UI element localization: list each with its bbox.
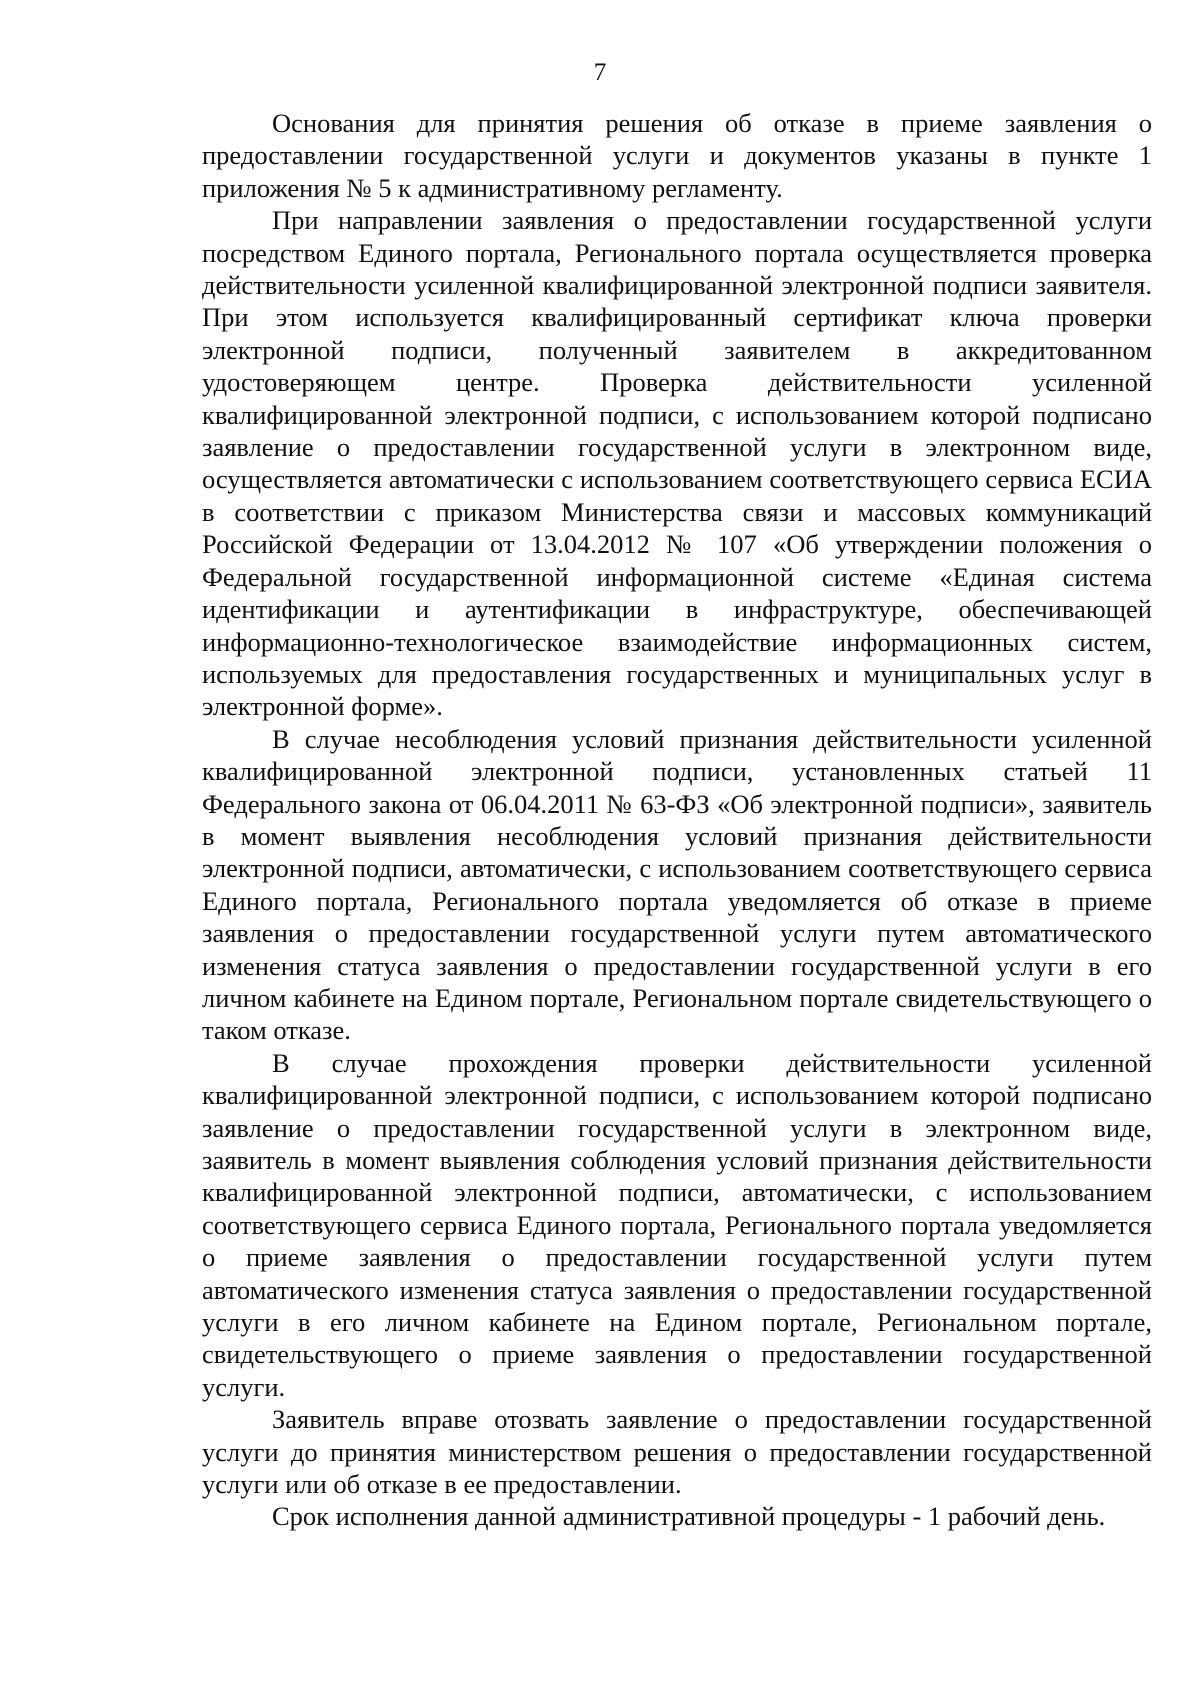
page-number: 7 <box>593 59 607 86</box>
paragraph-withdrawal: Заявитель вправе отозвать заявление о предоставлении государственной услуги до принятия министерством решения о предоставлении государственной услуги или об отказе в ее предоставлении. <box>202 1404 1152 1500</box>
document-body <box>202 107 1152 1533</box>
paragraph-signature-verification: При направлении заявления о предоставлении государственной услуги посредством Единого портала, Регионального портала осуществляется проверка действительности усиленной квалифицированной электронной подписи заявителя. При этом используется квалифицированный сертификат ключа проверки электронной подписи, полученный заявителем в аккредитованном удостоверяющем центре. Проверка действительности усиленной квалифицированной электронной подписи, с использованием которой подписано заявление о предоставлении государственной услуги в электронном виде, осуществляется автоматически с использованием соответствующего сервиса ЕСИА в соответствии с приказом Министерства связи и массовых коммуникаций Российской Федерации от 13.04.2012 № 107 «Об утверждении положения о Федеральной государственной информационной системе «Единая система идентификации и аутентификации в инфраструктуре, обеспечивающей информационно-технологическое взаимодействие информационных систем, используемых для предоставления государственных и муниципальных услуг в электронной форме». <box>202 205 1152 722</box>
paragraph-deadline: Срок исполнения данной административной процедуры - 1 рабочий день. <box>272 1501 1106 1532</box>
paragraph-signature-invalid: В случае несоблюдения условий признания действительности усиленной квалифицированной электронной подписи, установленных статьей 11 Федерального закона от 06.04.2011 № 63-ФЗ «Об электронной подписи», заявитель в момент выявления несоблюдения условий признания действительности электронной подписи, автоматически, с использованием соответствующего сервиса Единого портала, Регионального портала уведомляется об отказе в приеме заявления о предоставлении государственной услуги путем автоматического изменения статуса заявления о предоставлении государственной услуги в его личном кабинете на Едином портале, Региональном портале свидетельствующего о таком отказе. <box>202 723 1152 1046</box>
paragraph-refusal-grounds: Основания для принятия решения об отказе в приеме заявления о предоставлении государственной услуги и документов указаны в пункте 1 приложения № 5 к административному регламенту. <box>202 108 1152 203</box>
paragraph-signature-valid: В случае прохождения проверки действительности усиленной квалифицированной электронной подписи, с использованием которой подписано заявление о предоставлении государственной услуги в электронном виде, заявитель в момент выявления соблюдения условий признания действительности квалифицированной электронной подписи, автоматически, с использованием соответствующего сервиса Единого портала, Регионального портала уведомляется о приеме заявления о предоставлении государственной услуги путем автоматического изменения статуса заявления о предоставлении государственной услуги в его личном кабинете на Едином портале, Региональном портале, свидетельствующего о приеме заявления о предоставлении государственной услуги. <box>202 1047 1152 1402</box>
